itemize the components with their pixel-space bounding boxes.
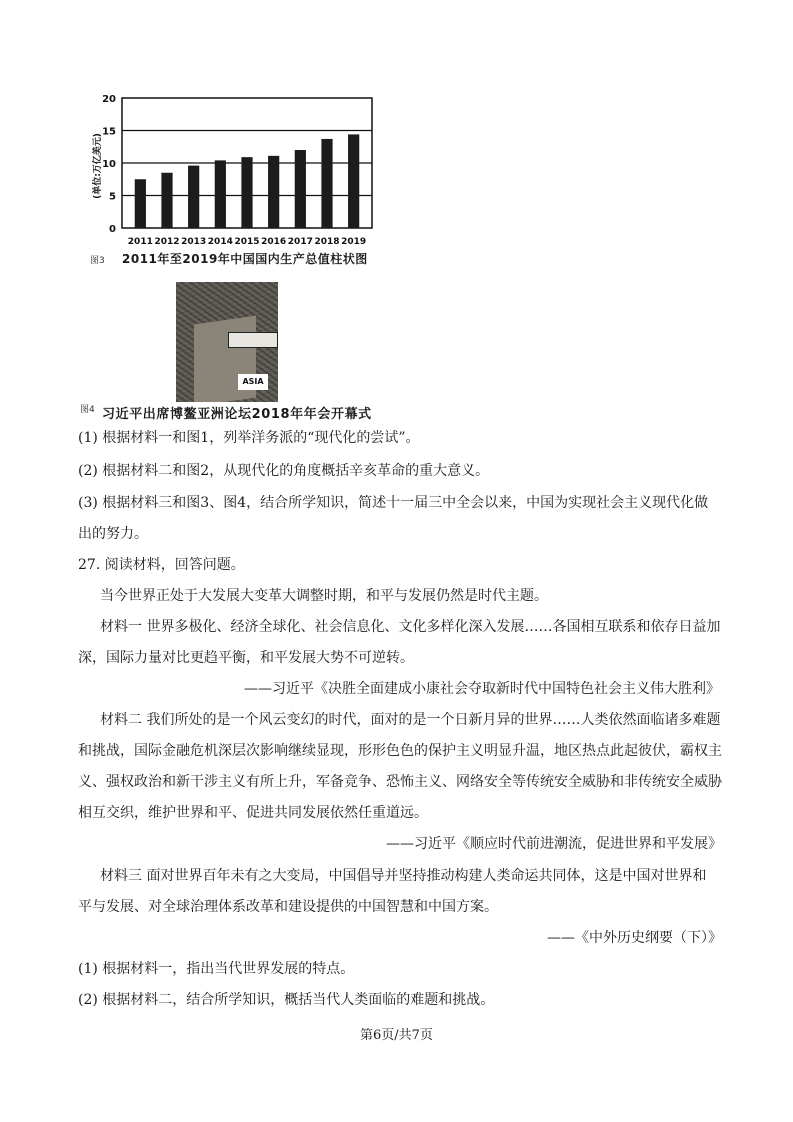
question-26-3: (3) 根据材料三和图3、图4，结合所学知识，简述十一届三中全会以来，中国为实现社会主义现代化做: [78, 495, 709, 511]
y-tick-label: 20: [102, 94, 116, 105]
figure-3-title: 2011年至2019年中国国内生产总值柱状图: [122, 252, 368, 266]
figure-3-label: 图3: [90, 256, 105, 266]
material-1-line-2: 深，国际力量对比更趋平衡，和平发展大势不可逆转。: [78, 650, 414, 666]
x-tick-label: 2019: [341, 237, 367, 247]
figure-4-label: 图4: [80, 405, 95, 415]
material-1-line-1: 材料一 世界多极化、经济全球化、社会信息化、文化多样化深入发展……各国相互联系和依存日益加: [100, 619, 721, 635]
x-tick-label: 2018: [314, 237, 340, 247]
question-26-3-cont: 出的努力。: [78, 526, 148, 542]
question-26-2: (2) 根据材料二和图2，从现代化的角度概括辛亥革命的重大意义。: [78, 463, 490, 479]
question-27-intro: 当今世界正处于大发展大变革大调整时期，和平与发展仍然是时代主题。: [100, 588, 548, 604]
bar-2013: [188, 166, 199, 228]
material-2-line-2: 和挑战，国际金融危机深层次影响继续显现，形形色色的保护主义明显升温，地区热点此起彼伏，霸权主: [78, 743, 722, 759]
x-tick-label: 2015: [234, 237, 260, 247]
gdp-bar-chart: [84, 90, 384, 270]
x-tick-label: 2011: [127, 237, 153, 247]
material-2-line-3: 义、强权政治和新干涉主义有所上升，军备竞争、恐怖主义、网络安全等传统安全威胁和非传统安全威胁: [78, 774, 722, 790]
y-axis-label: (单位:万亿美元): [93, 133, 103, 199]
bar-2014: [215, 160, 226, 228]
x-tick-label: 2016: [261, 237, 287, 247]
material-3-line-1: 材料三 面对世界百年未有之大变局，中国倡导并坚持推动构建人类命运共同体，这是中国对世界和: [100, 868, 707, 884]
material-2-source: ——习近平《顺应时代前进潮流，促进世界和平发展》: [386, 836, 722, 852]
bar-2019: [348, 134, 359, 228]
x-tick-label: 2014: [207, 237, 233, 247]
x-tick-label: 2012: [154, 237, 180, 247]
x-tick-label: 2013: [181, 237, 207, 247]
y-tick-label: 10: [102, 159, 116, 170]
question-27-1: (1) 根据材料一，指出当代世界发展的特点。: [78, 961, 355, 977]
bar-2017: [295, 150, 306, 228]
material-2-line-4: 相互交织，维护世界和平、促进共同发展依然任重道远。: [78, 805, 428, 821]
y-tick-label: 0: [109, 224, 116, 235]
material-3-source: ——《中外历史纲要（下）》: [547, 930, 722, 946]
bar-2018: [321, 139, 332, 228]
question-27-2: (2) 根据材料二，结合所学知识，概括当代人类面临的难题和挑战。: [78, 992, 495, 1008]
y-tick-label: 5: [109, 191, 116, 203]
page-footer: 第6页/共7页: [360, 1028, 433, 1043]
question-27-heading: 27. 阅读材料，回答问题。: [78, 557, 245, 573]
bar-2012: [161, 173, 172, 228]
bar-2011: [135, 179, 146, 228]
y-tick-label: 15: [102, 126, 116, 138]
bar-2016: [268, 156, 279, 228]
bar-2015: [241, 157, 252, 228]
material-3-line-2: 平与发展、对全球治理体系改革和建设提供的中国智慧和中国方案。: [78, 899, 498, 915]
boao-forum-photo: [176, 282, 278, 402]
question-26-1: (1) 根据材料一和图1，列举洋务派的“现代化的尝试”。: [78, 430, 420, 446]
figure-4-title: 习近平出席博鳌亚洲论坛2018年年会开幕式: [102, 407, 372, 422]
material-2-line-1: 材料二 我们所处的是一个风云变幻的时代，面对的是一个日新月异的世界……人类依然面临诸多难题: [100, 712, 721, 728]
x-tick-label: 2017: [287, 237, 313, 247]
material-1-source: ——习近平《决胜全面建成小康社会夺取新时代中国特色社会主义伟大胜利》: [244, 681, 720, 697]
asia-logo: ASIA: [238, 374, 268, 390]
